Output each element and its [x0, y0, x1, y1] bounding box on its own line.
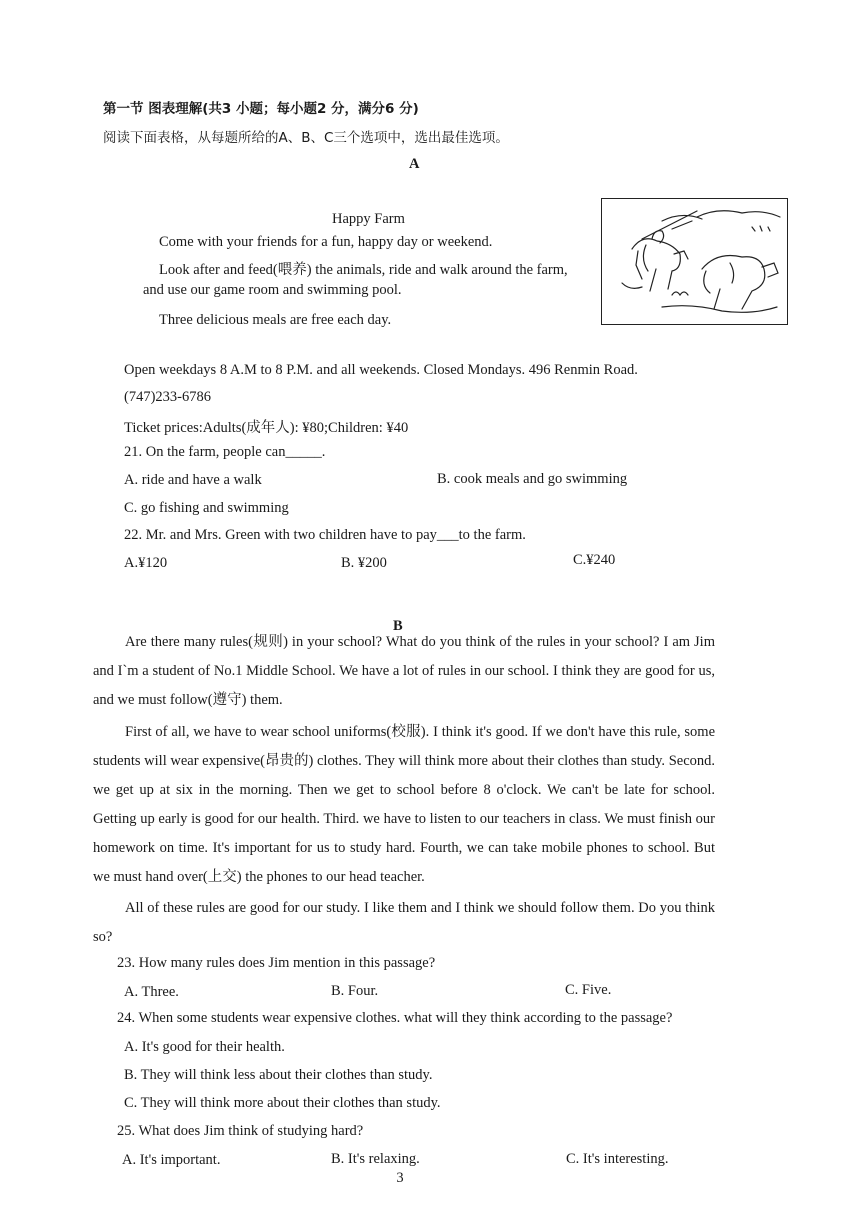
ad-line: Come with your friends for a fun, happy day or weekend.	[159, 234, 493, 250]
farm-illustration	[601, 198, 788, 325]
ad-line: Look after and feed(喂养) the animals, ride and walk around the farm,	[159, 262, 568, 278]
farm-drawing-icon	[602, 199, 787, 324]
q21-option-a: A. ride and have a walk	[124, 472, 262, 488]
info-hours: Open weekdays 8 A.M to 8 P.M. and all weekends. Closed Mondays. 496 Renmin Road.	[124, 362, 638, 378]
q22-option-a: A.¥120	[124, 555, 168, 571]
q21-option-b: B. cook meals and go swimming	[437, 471, 628, 487]
page-number: 3	[396, 1170, 404, 1186]
part-b-letter: B	[393, 618, 403, 634]
info-prices: Ticket prices:Adults(成年人): ¥80;Children: ¥40	[124, 420, 409, 436]
q23-option-b: B. Four.	[331, 983, 379, 999]
passage-paragraph: First of all, we have to wear school uniforms(校服). I think it's good. If we don't have this rule, some students will wear expensive(昂贵的) clothes. They will think more about their clothes than study. Second. we get up at six in the morning. Then we get to school before 8 o'clock. We can't be late for school. Getting up early is good for our health. Third. we have to listen to our teachers in class. We must finish our homework on time. It's important for us to study hard. Fourth, we can take mobile phones to school. But we must hand over(上交) the phones to our head teacher.	[93, 724, 715, 885]
passage-paragraph: Are there many rules(规则) in your school? What do you think of the rules in your school? I am Jim and I`m a student of No.1 Middle School. We have a lot of rules in our school. I think they are good for us, and we must follow(遵守) them.	[93, 634, 715, 708]
q24-option-a: A. It's good for their health.	[124, 1039, 285, 1055]
q22-option-b: B. ¥200	[341, 555, 387, 571]
q25-option-b: B. It's relaxing.	[331, 1151, 420, 1167]
info-phone: (747)233-6786	[124, 389, 211, 405]
q25-option-a: A. It's important.	[122, 1152, 221, 1168]
q23-option-c: C. Five.	[565, 982, 612, 998]
ad-title: Happy Farm	[332, 211, 405, 227]
section-heading: 第一节 图表理解(共3 小题；每小题2 分，满分6 分)	[103, 101, 419, 117]
q21-stem: 21. On the farm, people can_____.	[124, 444, 326, 460]
q23-stem: 23. How many rules does Jim mention in this passage?	[117, 955, 436, 971]
ad-line: and use our game room and swimming pool.	[143, 282, 402, 298]
q24-stem: 24. When some students wear expensive clothes. what will they think according to the passage?	[117, 1010, 673, 1026]
q24-option-c: C. They will think more about their clothes than study.	[124, 1095, 441, 1111]
passage-paragraph: All of these rules are good for our study. I like them and I think we should follow them. Do you think so?	[93, 900, 715, 945]
q23-option-a: A. Three.	[124, 984, 179, 1000]
q25-option-c: C. It's interesting.	[566, 1151, 669, 1167]
q24-option-b: B. They will think less about their clothes than study.	[124, 1067, 433, 1083]
section-instruction: 阅读下面表格，从每题所给的A、B、C三个选项中，选出最佳选项。	[103, 130, 509, 146]
part-a-letter: A	[409, 156, 420, 172]
q22-stem: 22. Mr. and Mrs. Green with two children have to pay___to the farm.	[124, 527, 526, 543]
ad-line: Three delicious meals are free each day.	[159, 312, 392, 328]
q25-stem: 25. What does Jim think of studying hard?	[117, 1123, 364, 1139]
q22-option-c: C.¥240	[573, 552, 616, 568]
q21-option-c: C. go fishing and swimming	[124, 500, 289, 516]
